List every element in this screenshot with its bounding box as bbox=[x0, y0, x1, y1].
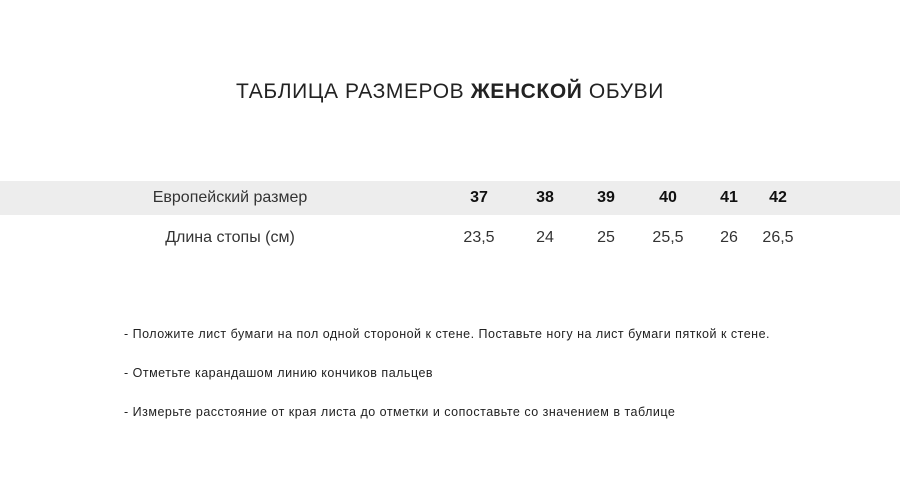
size-table-row-eu-size bbox=[0, 181, 900, 215]
title-suffix: ОБУВИ bbox=[582, 80, 664, 103]
foot-length-cell: 25,5 bbox=[652, 229, 684, 246]
measurement-instructions bbox=[124, 324, 864, 441]
eu-size-cell: 39 bbox=[597, 189, 615, 206]
row-label-eu-size: Европейский размер bbox=[152, 189, 308, 206]
instruction-step: - Положите лист бумаги на пол одной стороной к стене. Поставьте ногу на лист бумаги пяткой к стене. bbox=[124, 327, 771, 341]
eu-size-cell: 37 bbox=[470, 189, 488, 206]
foot-length-cell: 26 bbox=[720, 229, 738, 246]
instruction-step: - Отметьте карандашом линию кончиков пальцев bbox=[124, 366, 434, 380]
eu-size-cell: 38 bbox=[536, 189, 554, 206]
eu-size-cell: 41 bbox=[720, 189, 738, 206]
foot-length-cell: 26,5 bbox=[762, 229, 794, 246]
page-title bbox=[0, 80, 900, 104]
instruction-step: - Измерьте расстояние от края листа до отметки и сопоставьте со значением в таблице bbox=[124, 405, 676, 419]
size-table-row-foot-length bbox=[0, 221, 900, 255]
title-prefix: ТАБЛИЦА РАЗМЕРОВ bbox=[236, 80, 471, 103]
eu-size-cell: 40 bbox=[659, 189, 677, 206]
eu-size-cell: 42 bbox=[769, 189, 787, 206]
foot-length-cell: 24 bbox=[536, 229, 554, 246]
foot-length-cell: 23,5 bbox=[463, 229, 495, 246]
row-label-foot-length: Длина стопы (см) bbox=[165, 229, 295, 246]
foot-length-cell: 25 bbox=[597, 229, 615, 246]
title-emphasis: ЖЕНСКОЙ bbox=[470, 80, 583, 103]
